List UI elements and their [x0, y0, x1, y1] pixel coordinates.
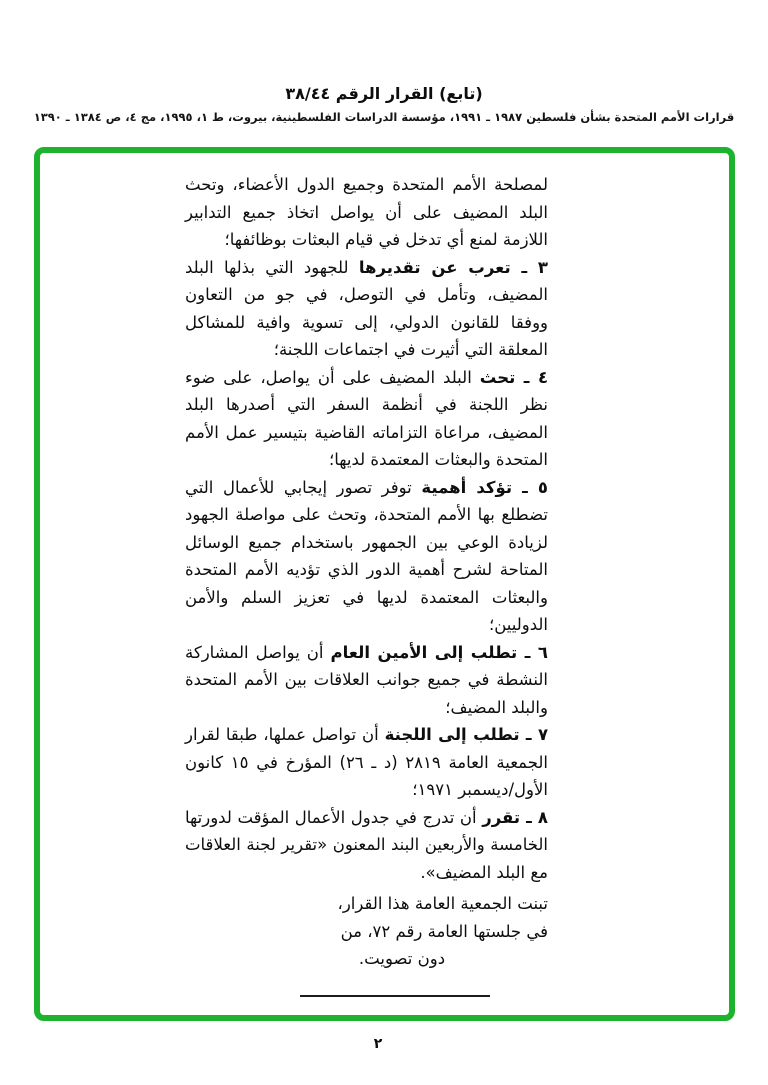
- adoption-note-line: تبنت الجمعية العامة هذا القرار،: [337, 894, 548, 913]
- separator-rule: [300, 995, 490, 997]
- paragraph-text: توفر تصور إيجابي للأعمال التي تضطلع بها الأمم المتحدة، وتحث على مواصلة الجهود لزيادة الوعي بين الجمهور باستخدام جميع الوسائل المتاحة لشرح أهمية الدور الذي تؤديه الأمم المتحدة والبعثات المعتمدة لديها في تعزيز السلم والأمن الدوليين؛: [185, 477, 548, 634]
- paragraph-item-5: [185, 474, 548, 639]
- paragraph-item-8: [185, 804, 548, 887]
- page-number: ٢: [373, 1036, 383, 1052]
- paragraph-lead: ٦ ـ تطلب إلى الأمين العام: [330, 642, 548, 662]
- adoption-note-line: في جلستها العامة رقم ٧٢، من: [340, 921, 548, 941]
- paragraph-text: أن تدرج في جدول الأعمال المؤقت لدورتها الخامسة والأربعين البند المعنون «تقرير لجنة العلاقات مع البلد المضيف».: [185, 807, 548, 882]
- adoption-note-line: دون تصويت.: [358, 949, 446, 968]
- paragraph-lead: ٤ ـ تحث: [479, 367, 549, 387]
- resolution-title: (تابع) القرار الرقم ٣٨/٤٤: [285, 84, 483, 103]
- paragraph-text: البلد المضيف على أن يواصل، على ضوء نظر اللجنة في أنظمة السفر التي أصدرها البلد المضيف، مراعاة التزاماته القاضية بتيسير عمل الأمم المتحدة والبعثات المعتمدة لديها؛: [185, 367, 548, 469]
- paragraph-continuation: [185, 171, 548, 254]
- page-header: [0, 84, 768, 124]
- paragraph-text: أن يواصل المشاركة النشطة في جميع جوانب العلاقات بين الأمم المتحدة والبلد المضيف؛: [185, 642, 548, 717]
- paragraph-lead: ٧ ـ تطلب إلى اللجنة: [384, 725, 549, 744]
- paragraph-item-3: [185, 254, 548, 364]
- source-citation: قرارات الأمم المتحدة بشأن فلسطين ١٩٨٧ ـ ١٩٩١، مؤسسة الدراسات الفلسطينية، بيروت، ط ١، ١٩٩٥، مج ٤، ص ١٣٨٤ ـ ١٣٩٠: [33, 110, 735, 124]
- paragraph-item-7: [185, 721, 548, 804]
- paragraph-lead: ٣ ـ تعرب عن تقديرها: [358, 257, 548, 277]
- paragraph-lead: ٥ ـ تؤكد أهمية: [421, 477, 548, 497]
- paragraph-item-6: [185, 639, 548, 722]
- adoption-note: [256, 890, 548, 973]
- resolution-body: [185, 171, 548, 997]
- paragraph-text: لمصلحة الأمم المتحدة وجميع الدول الأعضاء، وتحث البلد المضيف على أن يواصل اتخاذ جميع التدابير اللازمة لمنع أي تدخل في قيام البعثات بوظائفها؛: [185, 175, 548, 249]
- paragraph-item-4: [185, 364, 548, 474]
- paragraph-text: للجهود التي بذلها البلد المضيف، وتأمل في التوصل، في جو من التعاون ووفقا للقانون الدولي، إلى تسوية وافية للمشاكل المعلقة التي أثيرت في اجتماعات اللجنة؛: [185, 257, 548, 359]
- paragraph-text: أن تواصل عملها، طبقا لقرار الجمعية العامة ٢٨١٩ (د ـ ٢٦) المؤرخ في ١٥ كانون الأول/ديسمبر ١٩٧١؛: [185, 725, 548, 799]
- paragraph-lead: ٨ ـ تقرر: [482, 807, 548, 827]
